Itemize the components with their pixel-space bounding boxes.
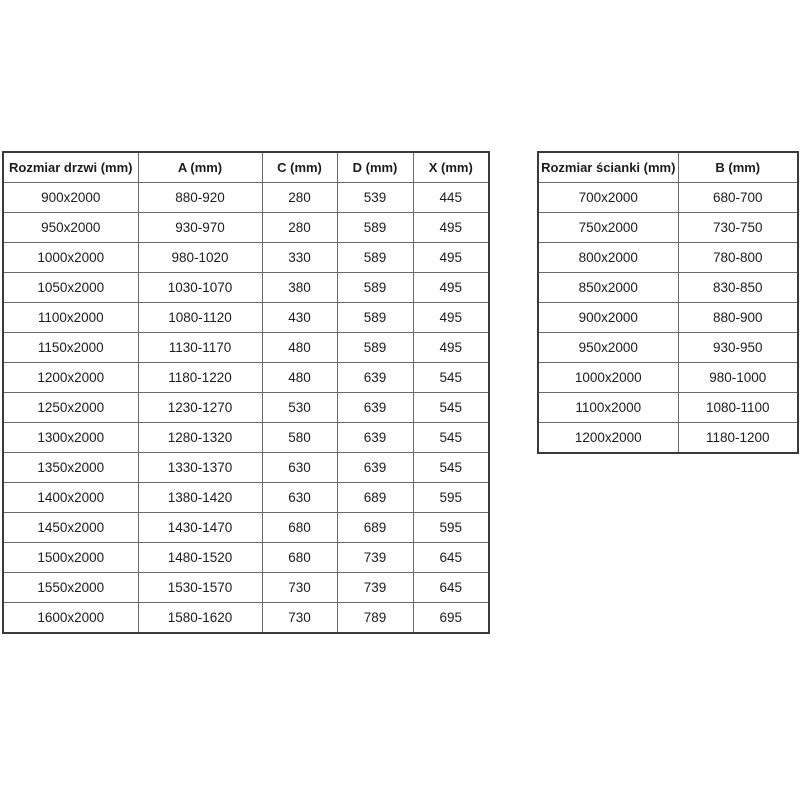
table-cell: 639 — [337, 363, 413, 393]
table-cell: 580 — [262, 423, 337, 453]
table-cell: 480 — [262, 333, 337, 363]
table-row — [3, 393, 489, 423]
column-header: X (mm) — [413, 152, 489, 183]
table-cell: 545 — [413, 393, 489, 423]
table-cell: 539 — [337, 183, 413, 213]
table-cell: 280 — [262, 183, 337, 213]
table-row — [3, 363, 489, 393]
table-cell: 639 — [337, 453, 413, 483]
table-cell: 1480-1520 — [138, 543, 262, 573]
table-cell: 430 — [262, 303, 337, 333]
table-row — [3, 303, 489, 333]
table-cell: 730 — [262, 603, 337, 634]
table-cell: 1530-1570 — [138, 573, 262, 603]
table-row — [538, 303, 798, 333]
table-cell: 1450x2000 — [3, 513, 138, 543]
column-header: A (mm) — [138, 152, 262, 183]
table-cell: 880-900 — [678, 303, 798, 333]
table-cell: 1000x2000 — [538, 363, 678, 393]
table-row — [3, 483, 489, 513]
table-cell: 739 — [337, 543, 413, 573]
table-cell: 930-950 — [678, 333, 798, 363]
table-row — [3, 453, 489, 483]
table-cell: 545 — [413, 363, 489, 393]
wall-panel-dimensions-table — [537, 151, 799, 454]
column-header: Rozmiar ścianki (mm) — [538, 152, 678, 183]
table-cell: 689 — [337, 483, 413, 513]
table-row — [3, 213, 489, 243]
table-row — [3, 243, 489, 273]
table-cell: 1180-1200 — [678, 423, 798, 454]
table-cell: 1000x2000 — [3, 243, 138, 273]
table-cell: 1580-1620 — [138, 603, 262, 634]
table-cell: 1050x2000 — [3, 273, 138, 303]
header-row — [538, 152, 798, 183]
table-cell: 780-800 — [678, 243, 798, 273]
table-cell: 730-750 — [678, 213, 798, 243]
table-cell: 900x2000 — [538, 303, 678, 333]
table-cell: 1030-1070 — [138, 273, 262, 303]
table-cell: 495 — [413, 303, 489, 333]
table-cell: 495 — [413, 333, 489, 363]
table-cell: 639 — [337, 393, 413, 423]
table-row — [538, 183, 798, 213]
table-cell: 589 — [337, 213, 413, 243]
table-cell: 930-970 — [138, 213, 262, 243]
table-cell: 445 — [413, 183, 489, 213]
table-cell: 645 — [413, 573, 489, 603]
table-cell: 330 — [262, 243, 337, 273]
table-cell: 1130-1170 — [138, 333, 262, 363]
table-cell: 595 — [413, 513, 489, 543]
table-row — [3, 543, 489, 573]
table-cell: 495 — [413, 273, 489, 303]
table-cell: 680-700 — [678, 183, 798, 213]
table-row — [538, 333, 798, 363]
table-cell: 1430-1470 — [138, 513, 262, 543]
table-cell: 1400x2000 — [3, 483, 138, 513]
column-header: C (mm) — [262, 152, 337, 183]
header-row — [3, 152, 489, 183]
table-cell: 850x2000 — [538, 273, 678, 303]
table-cell: 1200x2000 — [538, 423, 678, 454]
table-cell: 730 — [262, 573, 337, 603]
table-cell: 630 — [262, 483, 337, 513]
wall-table-body — [538, 183, 798, 454]
table-cell: 1100x2000 — [538, 393, 678, 423]
table-cell: 545 — [413, 453, 489, 483]
table-row — [3, 573, 489, 603]
table-cell: 1330-1370 — [138, 453, 262, 483]
table-cell: 530 — [262, 393, 337, 423]
table-cell: 950x2000 — [3, 213, 138, 243]
table-row — [538, 393, 798, 423]
table-cell: 689 — [337, 513, 413, 543]
table-cell: 1150x2000 — [3, 333, 138, 363]
door-table-header — [3, 152, 489, 183]
door-dimensions-table — [2, 151, 490, 634]
table-row — [538, 423, 798, 454]
table-cell: 545 — [413, 423, 489, 453]
table-cell: 1500x2000 — [3, 543, 138, 573]
table-cell: 880-920 — [138, 183, 262, 213]
table-row — [538, 213, 798, 243]
table-cell: 695 — [413, 603, 489, 634]
table-cell: 1550x2000 — [3, 573, 138, 603]
door-table-body — [3, 183, 489, 634]
table-cell: 750x2000 — [538, 213, 678, 243]
table-cell: 1080-1100 — [678, 393, 798, 423]
table-cell: 950x2000 — [538, 333, 678, 363]
table-cell: 900x2000 — [3, 183, 138, 213]
table-cell: 739 — [337, 573, 413, 603]
table-row — [3, 333, 489, 363]
wall-table-header — [538, 152, 798, 183]
table-row — [538, 243, 798, 273]
table-row — [538, 363, 798, 393]
table-cell: 980-1000 — [678, 363, 798, 393]
table-cell: 480 — [262, 363, 337, 393]
table-row — [3, 513, 489, 543]
table-cell: 1200x2000 — [3, 363, 138, 393]
table-row — [3, 423, 489, 453]
column-header: D (mm) — [337, 152, 413, 183]
table-cell: 1350x2000 — [3, 453, 138, 483]
table-row — [3, 183, 489, 213]
table-cell: 1380-1420 — [138, 483, 262, 513]
table-row — [3, 273, 489, 303]
table-cell: 589 — [337, 303, 413, 333]
table-cell: 1600x2000 — [3, 603, 138, 634]
table-cell: 1100x2000 — [3, 303, 138, 333]
column-header: Rozmiar drzwi (mm) — [3, 152, 138, 183]
table-row — [3, 603, 489, 634]
table-cell: 1230-1270 — [138, 393, 262, 423]
table-cell: 280 — [262, 213, 337, 243]
table-cell: 789 — [337, 603, 413, 634]
table-cell: 589 — [337, 333, 413, 363]
table-cell: 589 — [337, 273, 413, 303]
table-cell: 980-1020 — [138, 243, 262, 273]
table-cell: 1280-1320 — [138, 423, 262, 453]
table-cell: 1250x2000 — [3, 393, 138, 423]
table-cell: 589 — [337, 243, 413, 273]
table-cell: 700x2000 — [538, 183, 678, 213]
table-cell: 680 — [262, 513, 337, 543]
table-cell: 495 — [413, 213, 489, 243]
column-header: B (mm) — [678, 152, 798, 183]
table-cell: 595 — [413, 483, 489, 513]
table-cell: 380 — [262, 273, 337, 303]
table-cell: 1080-1120 — [138, 303, 262, 333]
table-cell: 630 — [262, 453, 337, 483]
table-cell: 645 — [413, 543, 489, 573]
table-cell: 1180-1220 — [138, 363, 262, 393]
table-cell: 680 — [262, 543, 337, 573]
table-cell: 1300x2000 — [3, 423, 138, 453]
table-cell: 639 — [337, 423, 413, 453]
table-row — [538, 273, 798, 303]
table-cell: 830-850 — [678, 273, 798, 303]
table-cell: 495 — [413, 243, 489, 273]
table-cell: 800x2000 — [538, 243, 678, 273]
